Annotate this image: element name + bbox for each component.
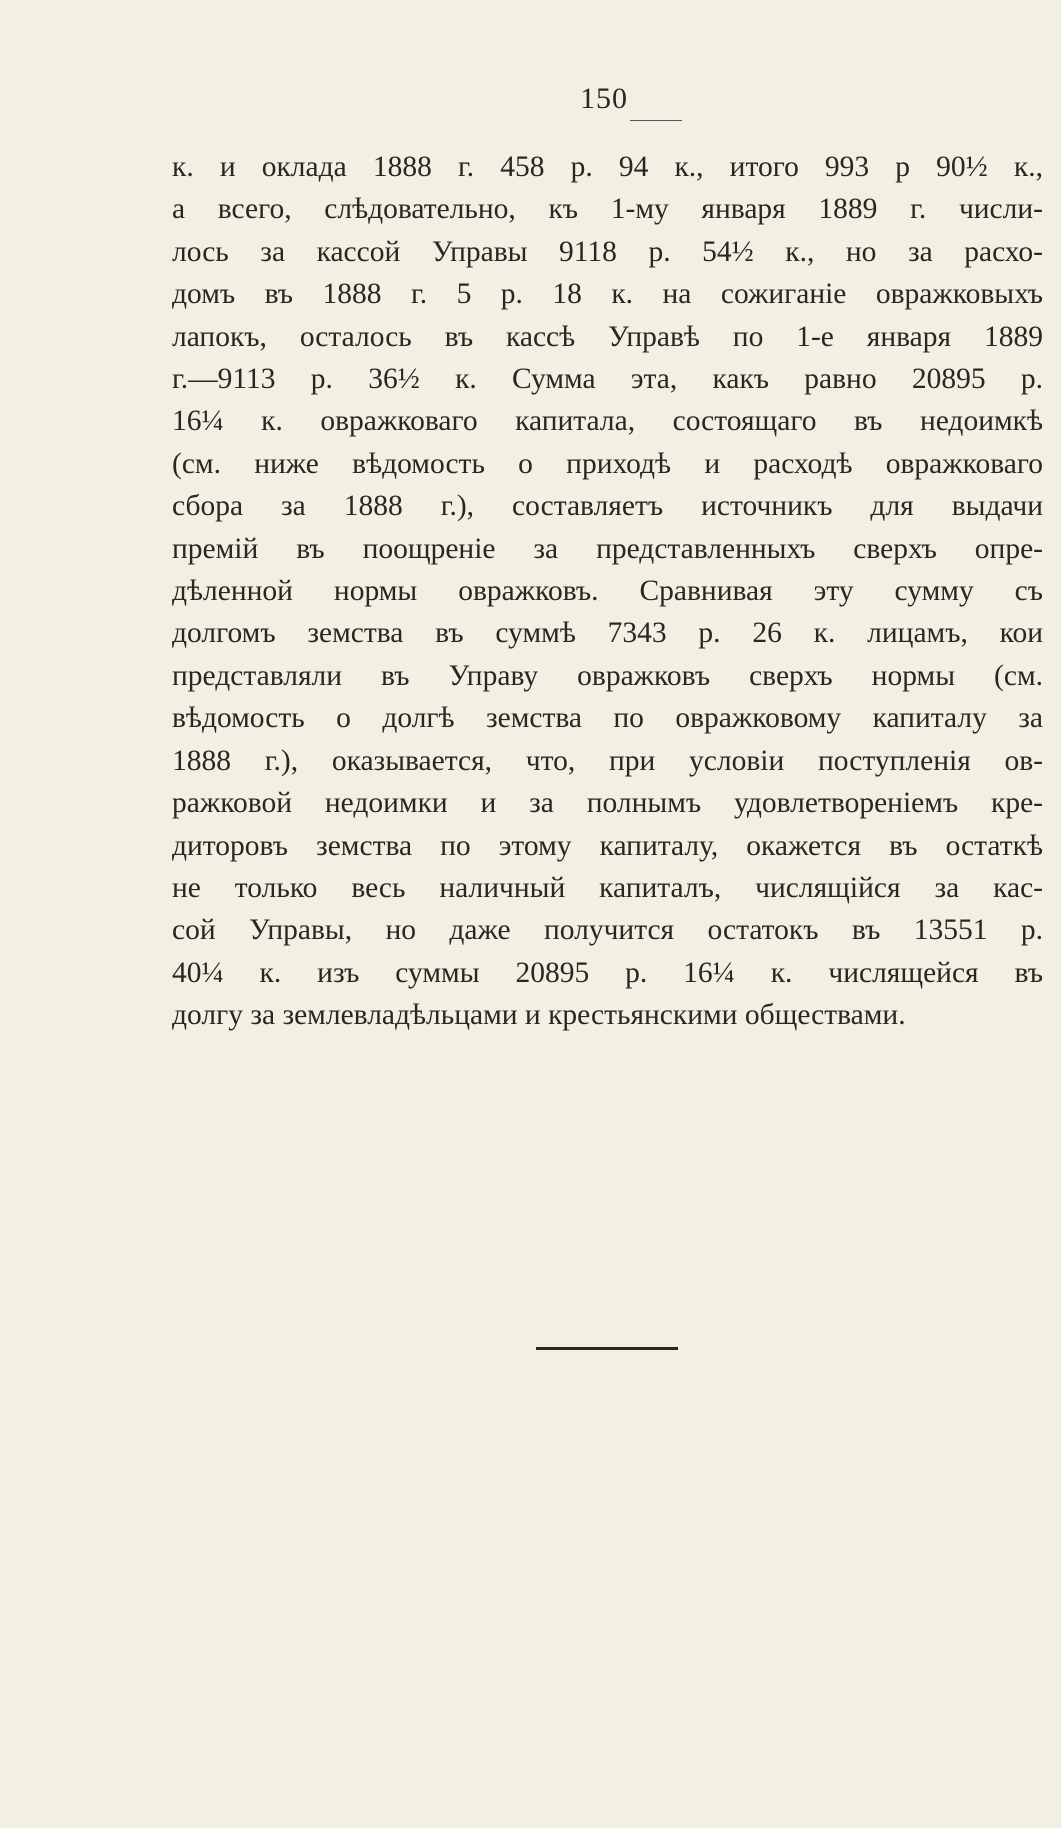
text-line: домъ въ 1888 г. 5 р. 18 к. на сожиганіе овражковыхъ [172, 278, 1043, 311]
text-line: (см. ниже вѣдомость о приходѣ и расходѣ овражковаго [172, 447, 1043, 480]
text-line: к. и оклада 1888 г. 458 р. 94 к., итого 993 р 90½ к., [172, 151, 1043, 183]
text-line: лапокъ, осталось въ кассѣ Управѣ по 1-е января 1889 [172, 320, 1043, 353]
text-line: сой Управы, но даже получится остатокъ въ 13551 р. [172, 914, 1043, 947]
page-number-rule [630, 120, 682, 121]
text-line: 16¼ к. овражковаго капитала, состоящаго въ недоимкѣ [172, 405, 1043, 438]
text-line: не только весь наличный капиталъ, числящійся за кас- [172, 871, 1043, 904]
text-line: вѣдомость о долгѣ земства по овражковому капиталу за [172, 702, 1043, 735]
text-line: дѣленной нормы овражковъ. Сравнивая эту сумму съ [172, 575, 1043, 608]
text-line: представляли въ Управу овражковъ сверхъ нормы (см. [172, 659, 1043, 692]
body-text [172, 146, 1043, 1037]
text-line: 40¼ к. изъ суммы 20895 р. 16¼ к. числящейся въ [172, 956, 1043, 989]
text-line: долгу за землевладѣльцами и крестьянскими обществами. [172, 999, 906, 1032]
text-line: ражковой недоимки и за полнымъ удовлетвореніемъ кре- [172, 787, 1043, 820]
text-line: 1888 г.), оказывается, что, при условіи поступленія ов- [172, 744, 1043, 777]
text-line: сбора за 1888 г.), составляетъ источникъ для выдачи [172, 490, 1043, 523]
text-line: диторовъ земства по этому капиталу, окажется въ остаткѣ [172, 829, 1043, 862]
text-line: премій въ поощреніе за представленныхъ сверхъ опре- [172, 532, 1043, 565]
text-line: а всего, слѣдовательно, къ 1-му января 1889 г. числи- [172, 193, 1043, 226]
page-number: 150 [580, 82, 628, 115]
text-line: г.—9113 р. 36½ к. Сумма эта, какъ равно 20895 р. [172, 363, 1043, 396]
text-line: лось за кассой Управы 9118 р. 54½ к., но за расхо- [172, 235, 1043, 268]
text-line: долгомъ земства въ суммѣ 7343 р. 26 к. лицамъ, кои [172, 617, 1043, 650]
section-end-rule [536, 1347, 678, 1350]
